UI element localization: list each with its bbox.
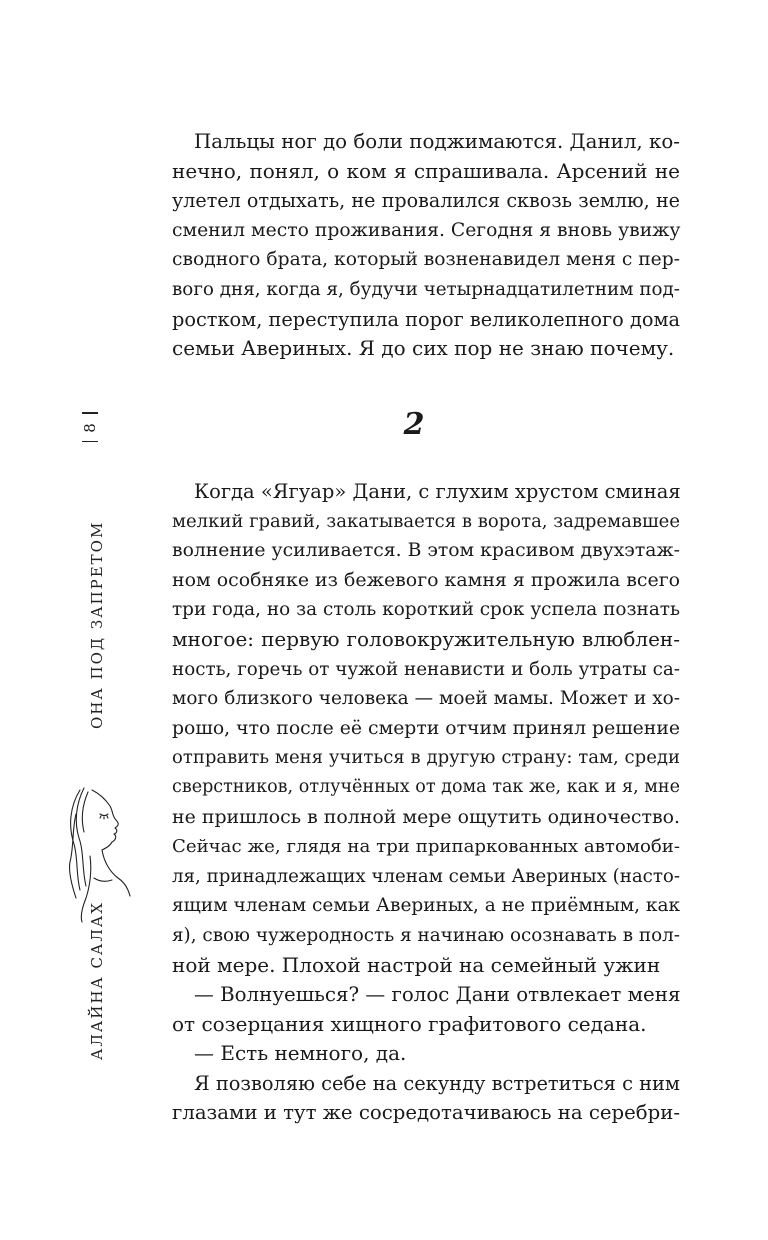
- text-line: рошо, что после её смерти отчим принял решение: [172, 717, 680, 739]
- text-line: Когда «Ягуар» Дани, с глухим хрустом сминая: [194, 480, 681, 503]
- text-line: улетел отдыхать, не провалился сквозь землю, не: [172, 189, 680, 213]
- text-line: нечно, понял, о ком я спрашивала. Арсений не: [172, 158, 680, 183]
- chapter-number: 2: [403, 407, 425, 442]
- text-line: ном особняке из бежевого камня я прожила всего: [172, 568, 680, 591]
- text-line: ля, принадлежащих членам семьи Авериных (насто-: [172, 865, 680, 887]
- chapter-body: [172, 477, 680, 1128]
- text-line: волнение усиливается. В этом красивом двухэтаж-: [172, 540, 680, 562]
- page-number: 8: [81, 423, 99, 433]
- running-book-title: ОНА ПОД ЗАПРЕТОМ: [88, 520, 106, 729]
- text-line: — Есть немного, да.: [194, 1041, 407, 1066]
- text-line: я), свою чужеродность я начинаю осознавать в пол-: [172, 924, 680, 946]
- text-line: ящим членам семьи Авериных, а не приёмным, как: [172, 895, 681, 917]
- running-author-name: АЛАЙНА САЛАХ: [88, 901, 106, 1060]
- text-line: сводного брата, который возненавидел меня с пер-: [172, 249, 680, 271]
- text-line: глазами и тут же сосредотачиваюсь на серебри-: [172, 1101, 680, 1125]
- text-line: мелкий гравий, закатывается в ворота, задремавшее: [172, 510, 680, 532]
- text-line: ростком, переступила порог великолепного дома: [172, 307, 680, 331]
- text-line: от созерцания хищного графитового седана.: [172, 1011, 647, 1036]
- text-line: три года, но за столь короткий срок успела познать: [172, 599, 680, 621]
- text-line: ность, горечь от чужой ненависти и боль утраты са-: [172, 658, 680, 680]
- text-line: мого близкого человека — моей мамы. Может и хо-: [172, 688, 680, 710]
- text-line: — Волнуешься? — голос Дани отвлекает меня: [194, 983, 681, 1007]
- text-line: отправить меня учиться в другую страну: там, среди: [172, 747, 680, 769]
- text-line: ной мере. Плохой настрой на семейный ужин: [172, 952, 661, 977]
- text-line: Я позволяю себе на секунду встретиться с ним: [194, 1071, 680, 1095]
- text-line: не пришлось в полной мере ощутить одиночество.: [172, 805, 680, 828]
- paragraph-top: [172, 127, 680, 364]
- text-line: Пальцы ног до боли поджимаются. Данил, ко-: [194, 130, 680, 153]
- text-line: семьи Авериных. Я до сих пор не знаю почему.: [172, 336, 675, 361]
- text-line: сверстников, отлучённых от дома так же, как и я, мне: [172, 776, 680, 797]
- text-line: вого дня, когда я, будучи четырнадцатилетним под-: [172, 278, 680, 300]
- text-line: многое: первую головокружительную влюблен-: [172, 626, 680, 651]
- text-line: Сейчас же, глядя на три припаркованных автомоби-: [172, 836, 680, 858]
- text-line: сменил место проживания. Сегодня я вновь увижу: [172, 219, 681, 241]
